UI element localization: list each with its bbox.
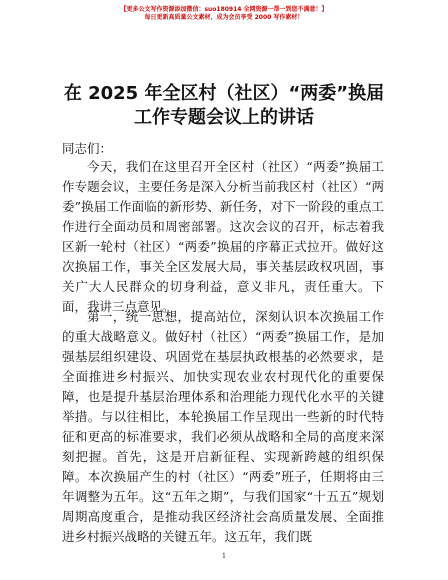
salutation: 同志们： <box>62 141 113 156</box>
paragraph-intro: 今天，我们在这里召开全区村（社区）“两委”换届工作专题会议，主要任务是深入分析当前我区村（社区）“两委”换届工作面临的新形势、新任务，对下一阶段的重点工作进行全面动员和周密部署。这次会议的召开，标志着我区新一轮村（社区）“两委”换届的序幕正式拉开。做好这次换届工作，事关全区发展大局，事关基层政权巩固，事关广大人民群众的切身利益，意义非凡，责任重大。下面，我讲三点意见。 <box>62 159 384 314</box>
promo-banner-line-1: 【更多公文写作资源添加微信：suo180914 全网资源一帮一到您不满意！】 <box>120 6 328 13</box>
document-title: 在 2025 年全区村（社区）“两委”换届工作专题会议上的讲话 <box>63 83 385 128</box>
promo-banner <box>0 6 448 22</box>
paragraph-first-point: 第一，统一思想，提高站位，深刻认识本次换届工作的重大战略意义。做好村（社区）“两委”换届工作，是加强基层组织建设、巩固党在基层执政根基的必然要求，是全面推进乡村振兴、加快实现农业农村现代化的重要保障，也是提升基层治理体系和治理能力现代化水平的关键举措。与以往相比，本轮换届工作呈现出一些新的时代特征和更高的标准要求，我们必须从战略和全局的高度来深刻把握。首先，这是开启新征程、实现新跨越的组织保障。本次换届产生的村（社区）“两委”班子，任期将由三年调整为五年。这“五年之期”，与我们国家“十五五”规划周期高度重合，是推动我区经济社会高质量发展、全面推进乡村振兴战略的关键五年。这五年，我们既 <box>62 309 384 544</box>
page-number: 1 <box>221 552 227 560</box>
promo-banner-line-2: 每日更新高质量公文素材，成为会员享受 2000 写作素材！ <box>144 14 304 21</box>
